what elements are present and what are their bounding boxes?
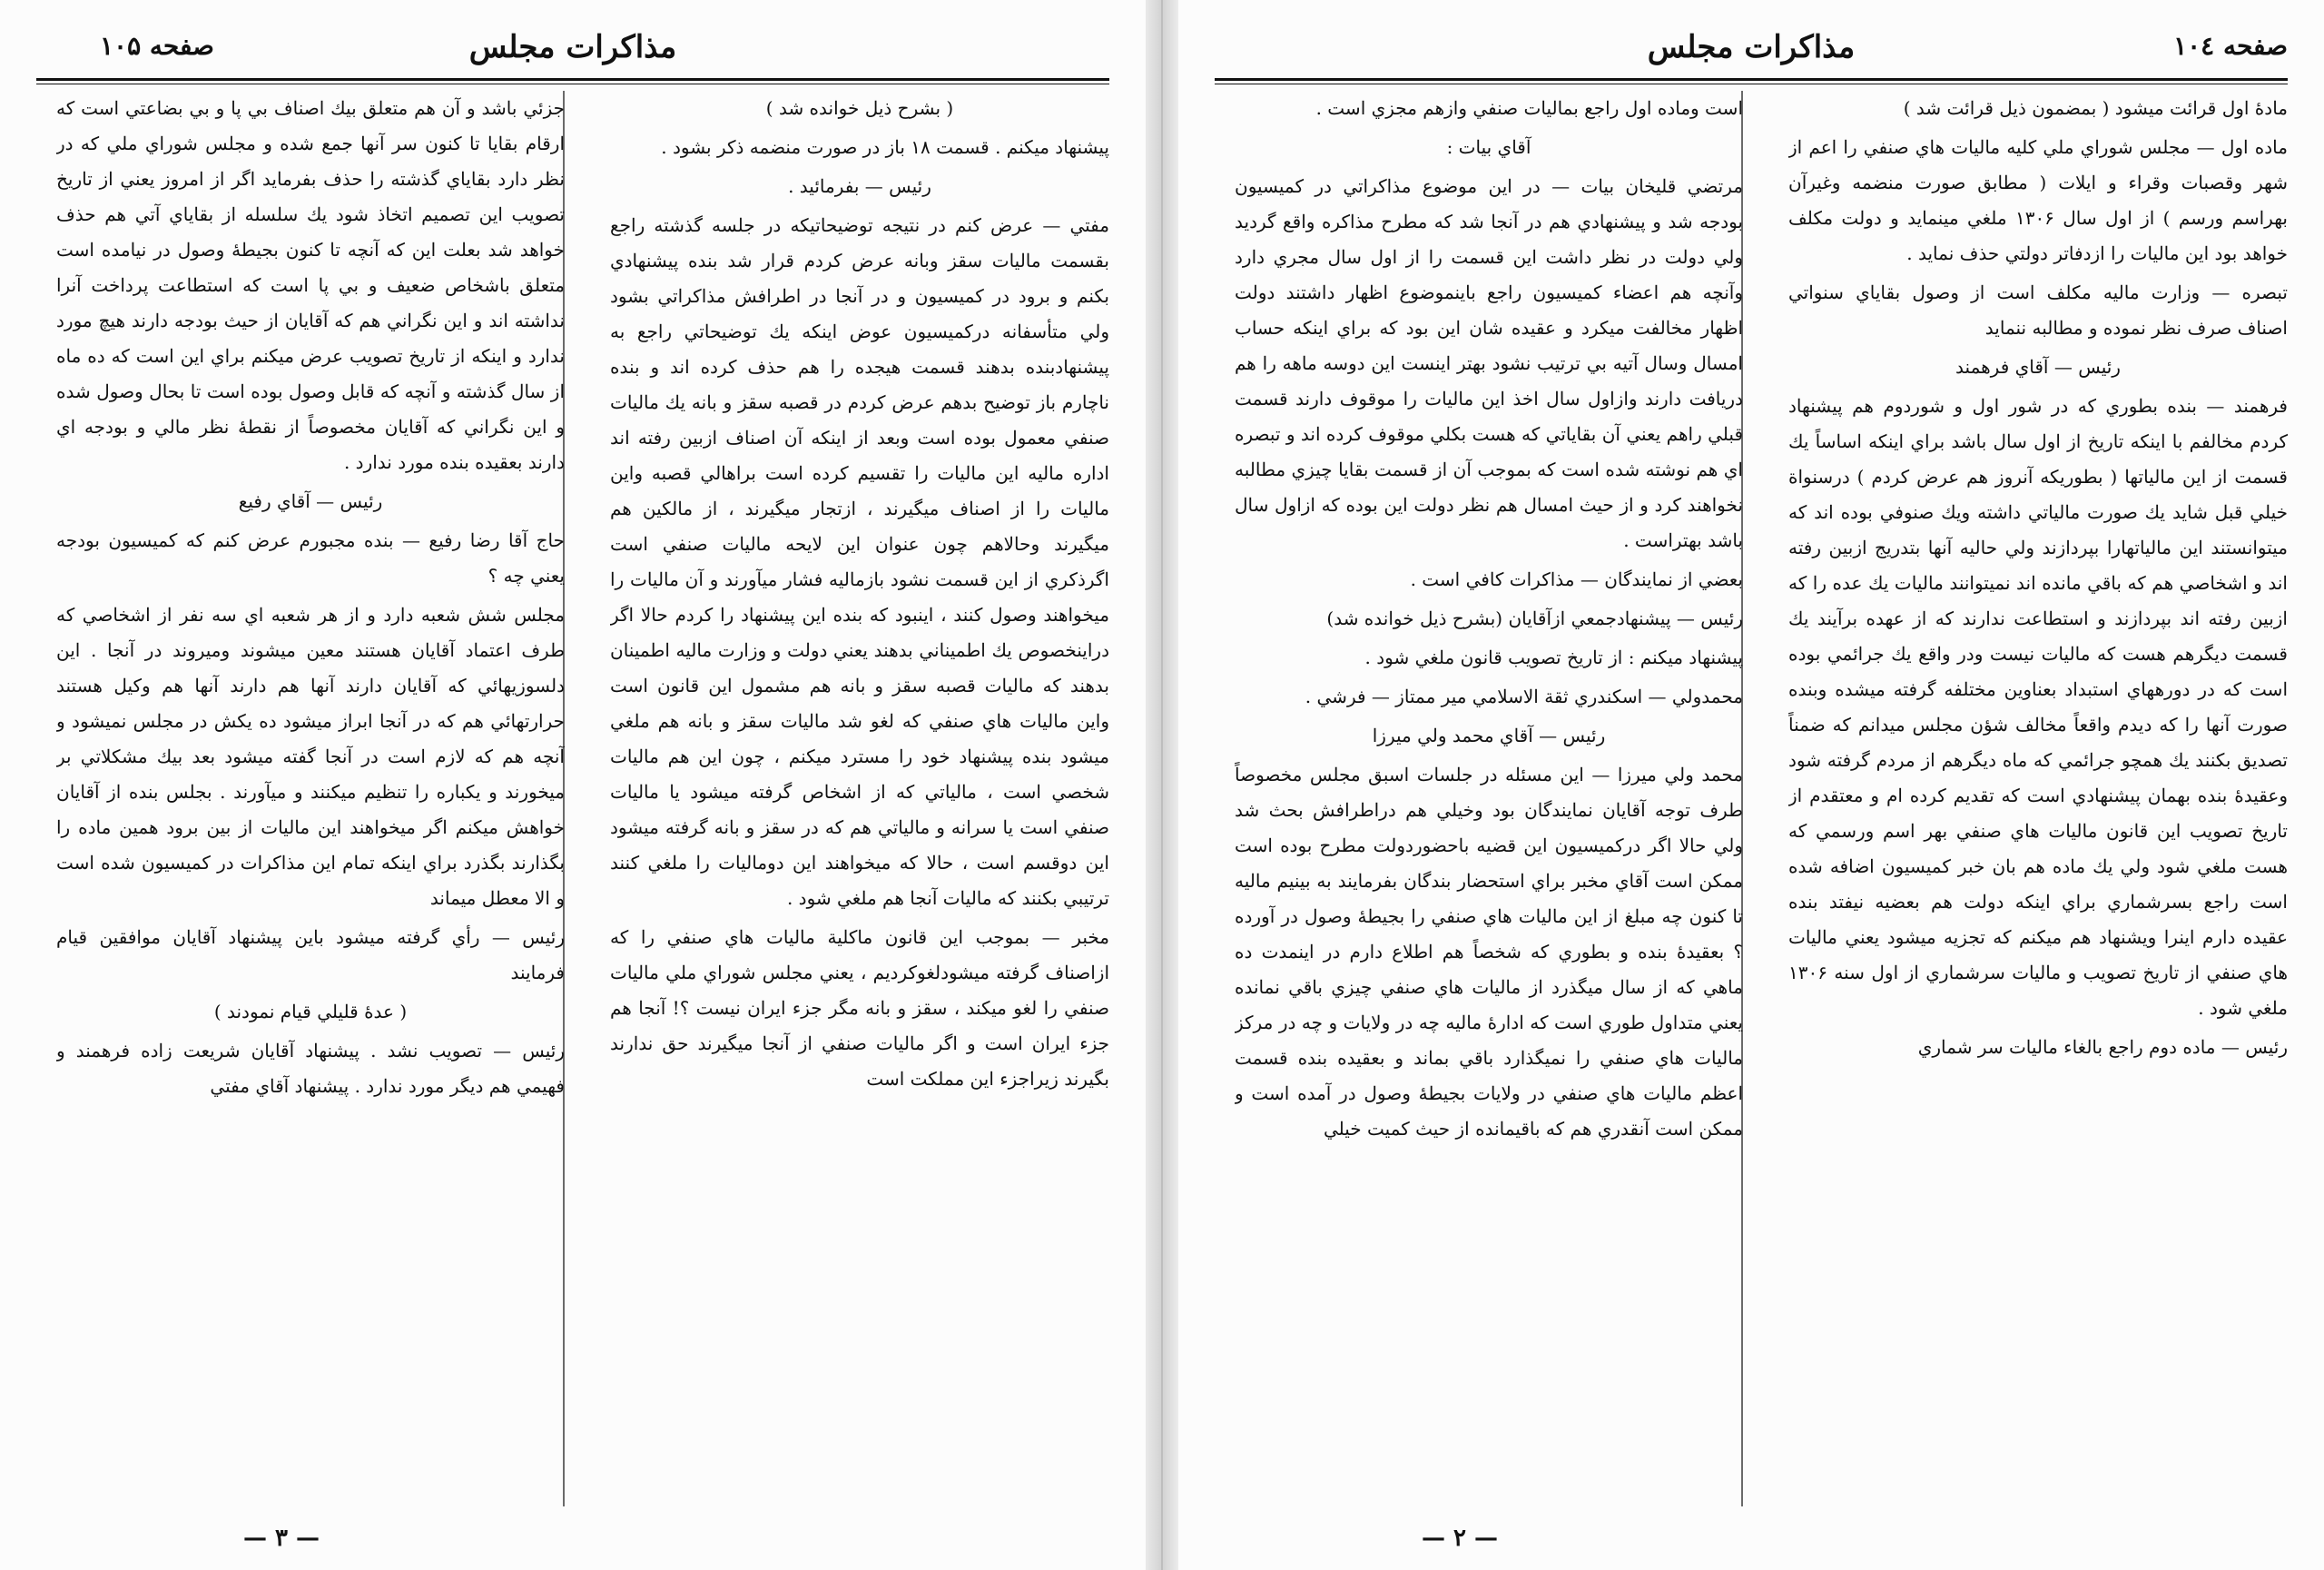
signatories: محمدولي — اسكندري ثقة الاسلامي مير ممتاز — فرشي . (1305, 686, 1743, 707)
speech-paragraph: فرهمند — بنده بطوري كه در شور اول و شوردوم هم پيشنهاد كردم مخالفم با اينكه تاريخ از اول سال باشد براي اينكه اساساً يك قسمت از اين مالياتها ( بطوريكه آنروز هم عرض كردم ) درسنواة خيلي قبل شايد يك صورت مالياتي داشته ويك صنوفي بوده اند كه ميتوانستند اين مالياتهارا بپردازند ولي حاليه آنها بتدريج ازبين رفته اند و اشخاصي هم كه باقي مانده اند نميتوانند ماليات يك عده را كه ازبين رفته اند بپردازند و استطاعت ندارند كه از عهده برآيند يك قسمت ديگرهم هست كه ماليات نيست ودر واقع يك جرائمي بوده است كه در دورههاي استبداد بعناوين مختلفه گرفته ميشده وبنده صورت آنها را كه ديدم واقعاً مخالف شؤن مجلس ميدانم كه ضمناً تصديق بكنند يك همچو جرائمي كه ماه ديگرهم از مردم گرفته شود وعقيدهٔ بنده بهمان پيشنهادي است كه تقديم كرده ام و معتقدم از تاريخ تصويب اين قانون ماليات هاي صنفي بهر اسم ورسمي كه هست ملغي شود ولي يك ماده هم بان خبر كميسيون اضافه شده است راجع بسرشماري براي اينكه دولت هم بعضيه نيفتد بنده عقيده دارم اينرا ويشنهاد هم ميكنم كه تجزيه ميشود يعني ماليات هاي صنفي از تاريخ تصويب و ماليات سرشماري از اول سنه ۱۳۰۶ ملغي شود . (1788, 395, 2288, 1019)
proposal-text: پيشنهاد ميكنم : از تاريخ تصويب قانون ملغي شود . (1364, 647, 1743, 668)
speech-paragraph: مخبر — بموجب اين قانون ماكلية ماليات هاي صنفي را كه ازاصناف گرفته ميشودلغوكرديم ، يعني مجلس شوراي ملي ماليات صنفي را لغو ميكند ، سقز و بانه مگر جزء ايران نيست ؟! آنجا هم جزء ايران است و اگر ماليات صنفي از آنجا ميگيرند حق ندارند بگيرند زيراجزء اين مملكت است (610, 926, 1109, 1090)
page-footer: — ۲ — (1421, 1525, 1499, 1552)
note: ( عدهٔ قليلي قيام نمودند ) (213, 1001, 408, 1022)
header-rule (36, 78, 1109, 81)
speaker-line: رئيس — بفرمائيد . (788, 175, 931, 197)
speech-paragraph: رئيس — پيشنهادجمعي ازآقايان (بشرح ذيل خوانده شد) (1326, 607, 1743, 629)
speech-paragraph: مرتضي قليخان بيات — در اين موضوع مذاكراتي در كميسيون بودجه شد و پيشنهادي هم در آنجا شد كه مطرح مذاكره واقع گرديد ولي دولت در نظر داشت اين قسمت را از اول سال مجري دارد وآنچه هم اعضاء كميسيون راجع باينموضوع اظهار داشتند دولت اظهار مخالفت ميكرد و عقيده شان اين بود كه براي اينكه حساب امسال وسال آتيه بي ترتيب نشود بهتر اينست اين دوسه ماهه را هم دريافت دارند وازاول سال اخذ اين ماليات را موقوف دارند قسمت قبلي راهم يعني آن بقاياتي كه هست بكلي موقوف كرده اند و تبصره اي هم نوشته شده است كه بموجب آن از قسمت بقايا چيزي مطالبه نخواهند كرد و از حيث امسال هم نظر دولت اين بوده كه ازاول سال باشد بهتراست . (1235, 175, 1743, 551)
page-footer: — ۳ — (242, 1525, 320, 1552)
left-page (0, 0, 1146, 1570)
header-rule (1215, 78, 2288, 81)
page-number: صفحه ۱۰٤ (2173, 31, 2288, 61)
running-title: مذاكرات مجلس (468, 29, 677, 65)
book-gutter (1146, 0, 1178, 1570)
article-text: ماده اول — مجلس شوراي ملي كليه ماليات هاي صنفي را اعم از شهر وقصبات وقراء و ايلات ( مطابق صورت منضمه وغيرآن بهراسم ورسم ) از اول سال ۱۳۰۶ ملغي مينمايد و دولت مكلف خواهد بود اين ماليات را ازدفاتر دولتي حذف نمايد . (1788, 136, 2288, 264)
speech-paragraph: بعضي از نمايندگان — مذاكرات كافي است . (1410, 568, 1743, 590)
speech-paragraph: محمد ولي ميرزا — اين مسئله در جلسات اسبق مجلس مخصوصاً طرف توجه آقايان نمايندگان بود وخيلي هم دراطرافش بحث شد ولي حالا اگر دركميسيون اين قضيه باحضوردولت مطرح بوده است ممكن است آقاي مخبر براي استحضار بندگان بفرمايند به بينيم ماليه تا كنون چه مبلغ از اين ماليات هاي صنفي را بجيطهٔ وصول در آورده ؟ بعقيدهٔ بنده و بطوري كه شخصاً هم اطلاع دارم در اينمدت ده ماهي كه از سال ميگذرد از ماليات هاي صنفي چيزي باقي نمانده يعني متداول طوري است كه ادارهٔ ماليه چه در ولايات و چه در مركز ماليات هاي صنفي را نميگذارد باقي بماند و بعقيده بنده قسمت اعظم ماليات هاي صنفي در ولايات بجيطهٔ وصول در آمده است و ممكن است آنقدري هم كه باقيمانده از حيث كميت خيلي (1235, 764, 1743, 1140)
speech-paragraph: رئيس — رأي گرفته ميشود باين پيشنهاد آقايان موافقين قيام فرمايند (56, 926, 565, 983)
right-page-right-column (1788, 91, 2288, 1506)
speaker-line: رئيس — آقاي رفيع (238, 490, 383, 512)
speech-paragraph: حاج آقا رضا رفيع — بنده مجبورم عرض كنم كه كميسيون بودجه يعني چه ؟ (56, 529, 565, 587)
note: ( بشرح ذيل خوانده شد ) (765, 97, 954, 119)
speech-paragraph: است وماده اول راجع بماليات صنفي وازهم مجزي است . (1315, 97, 1743, 119)
speaker-line: آقاي بيات : (1446, 136, 1531, 158)
speech-paragraph: مفتي — عرض كنم در نتيجه توضيحاتيكه در جلسه گذشته راجع بقسمت ماليات سقز وبانه عرض كردم قرار شد بنده پيشنهادي بكنم و برود در كميسيون و در آنجا در اطرافش مذاكراتي بشود ولي متأسفانه دركميسيون عوض اينكه يك توضيحاتي راجع به پيشنهادبنده بدهند قسمت هيجده را هم حذف كرده اند و بنده ناچارم باز توضيح بدهم عرض كردم در قصبه سقز و بانه يك ماليات صنفي معمول بوده است وبعد از اينكه آن اصناف ازبين رفته اند اداره ماليه اين ماليات را تقسيم كرده است براهالي قصبه واين ماليات را از اصناف ميگيرند ، ازتجار ميگيرند ، از مالكين هم ميگيرند وحالاهم چون عنوان اين لايحه ماليات صنفي است اگرذكري از اين قسمت نشود بازماليه فشار ميآورند و آن ماليات را ميخواهند وصول كنند ، اينبود كه بنده اين پيشنهاد را كردم حالا اگر دراينخصوص يك اطميناني بدهند يعني دولت و وزارت ماليه اطمينان بدهند كه ماليات قصبه سقز و بانه هم مشمول اين قانون است واين ماليات هاي صنفي كه لغو شد ماليات سقز و بانه هم ملغي ميشود بنده پيشنهاد خود را مسترد ميكنم ، چون اين هم ماليات شخصي است ، مالياتي كه از اشخاص گرفته ميشود يا ماليات صنفي است يا سرانه و مالياتي هم كه در سقز و بانه گرفته ميشود اين دوقسم است ، حالا كه ميخواهند اين دوماليات را ملغي كنند ترتيبي بكنند كه ماليات آنجا هم ملغي شود . (610, 214, 1109, 909)
speaker-line: رئيس — آقاي محمد ولي ميرزا (1372, 725, 1606, 746)
left-page-left-column (56, 91, 565, 1506)
running-title: مذاكرات مجلس (1647, 29, 1856, 65)
right-page-left-column (1235, 91, 1743, 1506)
right-page-header (1215, 24, 2288, 74)
speech-paragraph: مادهٔ اول قرائت ميشود ( بمضمون ذيل قرائت شد ) (1903, 97, 2288, 119)
speech-paragraph: مجلس شش شعبه دارد و از هر شعبه اي سه نفر از اشخاصي كه طرف اعتماد آقايان هستند معين ميشوند وميروند در آنجا . اين دلسوزيهائي كه آقايان دارند آنها هم دارند آنها هم وكيل هستند حرارتهائي هم كه در آنجا ابراز ميشود ده يكش در مجلس نميشود و آنچه هم كه لازم است در آنجا گفته ميشود بعد بيك مشكلاتي بر ميخورند و يكباره را تنظيم ميكنند و ميآورند . بجلس بنده از آقايان خواهش ميكنم اگر ميخواهند اين ماليات از بين برود همين ماده را بگذارند بگذرد براي اينكه تمام اين مذاكرات در كميسيون شده است و الا معطل ميماند (56, 604, 565, 909)
left-page-right-column (610, 91, 1109, 1506)
page-number: صفحه ۱۰۵ (100, 31, 214, 61)
speech-paragraph: جزئي باشد و آن هم متعلق بيك اصناف بي پا و بي بضاعتي است كه ارقام بقايا تا كنون سر آنها جمع شده و مجلس شوراي ملي كه در نظر دارد بقاياي گذشته را حذف بفرمايد اگر از امروز يعني از تاريخ تصويب اين تصميم اتخاذ شود يك سلسله از بقاياي آتي هم حذف خواهد شد بعلت اين كه آنچه تا كنون بجيطهٔ وصول در نيامده است متعلق باشخاص ضعيف و بي پا است كه استطاعت پرداخت آنرا نداشته اند و اين نگراني هم كه آقايان از حيث بودجه دارند هيچ مورد ندارد و اينكه از تاريخ تصويب عرض ميكنم براي اين است كه ده ماه از سال گذشته و آنچه كه قابل وصول بوده است تا بحال وصول شده و اين نگراني كه آقايان مخصوصاً از نقطهٔ نظر مالي و بودجه اي دارند بعقيده بنده مورد ندارد . (56, 97, 565, 473)
speaker-line: رئيس — آقاي فرهمند (1955, 356, 2121, 378)
speech-paragraph: رئيس — ماده دوم راجع بالغاء ماليات سر شماري (1917, 1036, 2288, 1058)
right-page (1178, 0, 2324, 1570)
note-text: تبصره — وزارت ماليه مكلف است از وصول بقاياي سنواتي اصناف صرف نظر نموده و مطالبه ننمايد (1788, 281, 2288, 339)
speech-paragraph: رئيس — تصويب نشد . پيشنهاد آقايان شريعت زاده فرهمند و فهيمي هم ديگر مورد ندارد . پيشنهاد آقاي مفتي (56, 1040, 565, 1097)
proposal-text: پيشنهاد ميكنم . قسمت ۱۸ باز در صورت منضمه ذكر بشود . (661, 136, 1109, 158)
left-page-header (36, 24, 1109, 74)
